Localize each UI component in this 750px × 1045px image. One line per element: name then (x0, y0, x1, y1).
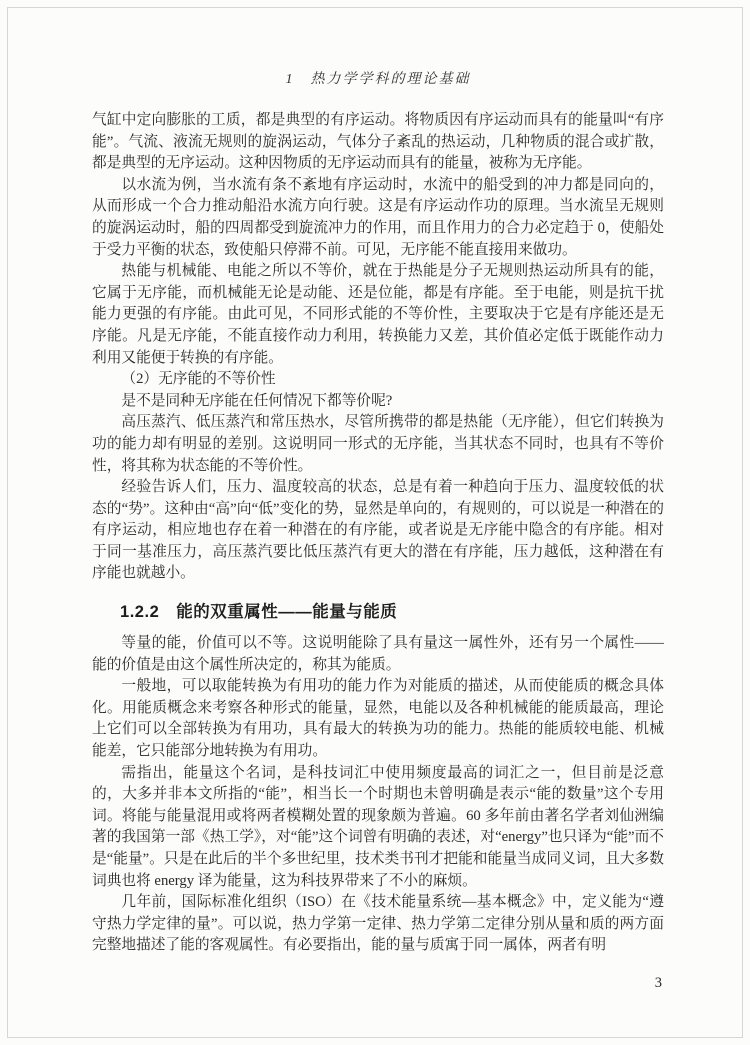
body-paragraph: 热能与机械能、电能之所以不等价，就在于热能是分子无规则热运动所具有的能，它属于无序能，而机械能无论是动能、还是位能，都是有序能。至于电能，则是抗干扰能力更强的有序能。由此可见，不同形式能的不等价性，主要取决于它是有序能还是无序能。凡是无序能，不能直接作动力利用，转换能力又差，其价值必定低于既能作动力利用又能便于转换的有序能。 (92, 263, 664, 366)
body-paragraph: 经验告诉人们，压力、温度较高的状态，总是有着一种趋向于压力、温度较低的状态的“势”。这种由“高”向“低”变化的势，显然是单向的，有规则的，可以说是一种潜在的有序运动，相应地也存在着一种潜在的有序能，或者说是无序能中隐含的有序能。相对于同一基准压力，高压蒸汽要比低压蒸汽有更大的潜在有序能，压力越低，这种潜在有序能也就越小。 (92, 479, 664, 582)
running-header: 1 热力学学科的理论基础 (285, 72, 471, 87)
body-paragraph: 高压蒸汽、低压蒸汽和常压热水，尽管所携带的都是热能（无序能），但它们转换为功的能力却有明显的差别。这说明同一形式的无序能，当其状态不同时，也具有不等价性，将其称为状态能的不等价性。 (92, 414, 664, 474)
list-item-heading: （2）无序能的不等价性 (121, 371, 276, 388)
body-paragraph: 以水流为例，当水流有条不紊地有序运动时，水流中的船受到的冲力都是同向的，从而形成一个合力推动船沿水流方向行驶。这是有序运动作功的原理。当水流呈无规则的旋涡运动时，船的四周都受到旋流冲力的作用，而且作用力的合力必定趋于 0，使船处于受力平衡的状态，致使船只停滞不前。可见，无序能不能直接用来做功。 (92, 176, 664, 258)
body-paragraph: 需指出，能量这个名词，是科技词汇中使用频度最高的词汇之一，但目前是泛意的，大多并非本文所指的“能”，相当长一个时期也未曾明确是表示“能的数量”这个专用词。将能与能量混用或将两者模糊处置的现象颇为普遍。60 多年前由著名学者刘仙洲编著的我国第一部《热工学》，对“能”这个词曾有明确的表述，对“energy”也只译为“能”而不是“能量”。只是在此后的半个多世纪里，技术类书刊才把能和能量当成同义词，且大多数词典也将 energy 译为能量，这为科技界带来了不小的麻烦。 (92, 764, 664, 889)
page-number: 3 (654, 975, 662, 991)
body-paragraph: 气缸中定向膨胀的工质，都是典型的有序运动。将物质因有序运动而具有的能量叫“有序能”。气流、液流无规则的旋涡运动，气体分子紊乱的热运动，几种物质的混合或扩散，都是典型的无序运动。这种因物质的无序运动而具有的能量，被称为无序能。 (92, 112, 664, 172)
body-paragraph: 是不是同种无序能在任何情况下都等价呢? (121, 392, 393, 409)
body-paragraph: 一般地，可以取能转换为有用功的能力作为对能质的描述，从而使能质的概念具体化。用能质概念来考察各种形式的能量，显然，电能以及各种机械能的能质最高，理论上它们可以全部转换为有用功，具有最大的转换为功的能力。热能的能质较电能、机械能差，它只能部分地转换为有用功。 (92, 678, 664, 760)
body-paragraph: 等量的能，价值可以不等。这说明能除了具有量这一属性外，还有另一个属性——能的价值是由这个属性所决定的，称其为能质。 (92, 635, 664, 673)
page-content (92, 68, 664, 957)
section-heading: 1.2.2 能的双重属性——能量与能质 (120, 603, 398, 622)
body-paragraph: 几年前，国际标准化组织（ISO）在《技术能量系统—基本概念》中，定义能为“遵守热力学定律的量”。可以说，热力学第一定律、热力学第二定律分别从量和质的两方面完整地描述了能的客观属性。有必要指出，能的量与质寓于同一属体，两者有明 (92, 894, 664, 954)
